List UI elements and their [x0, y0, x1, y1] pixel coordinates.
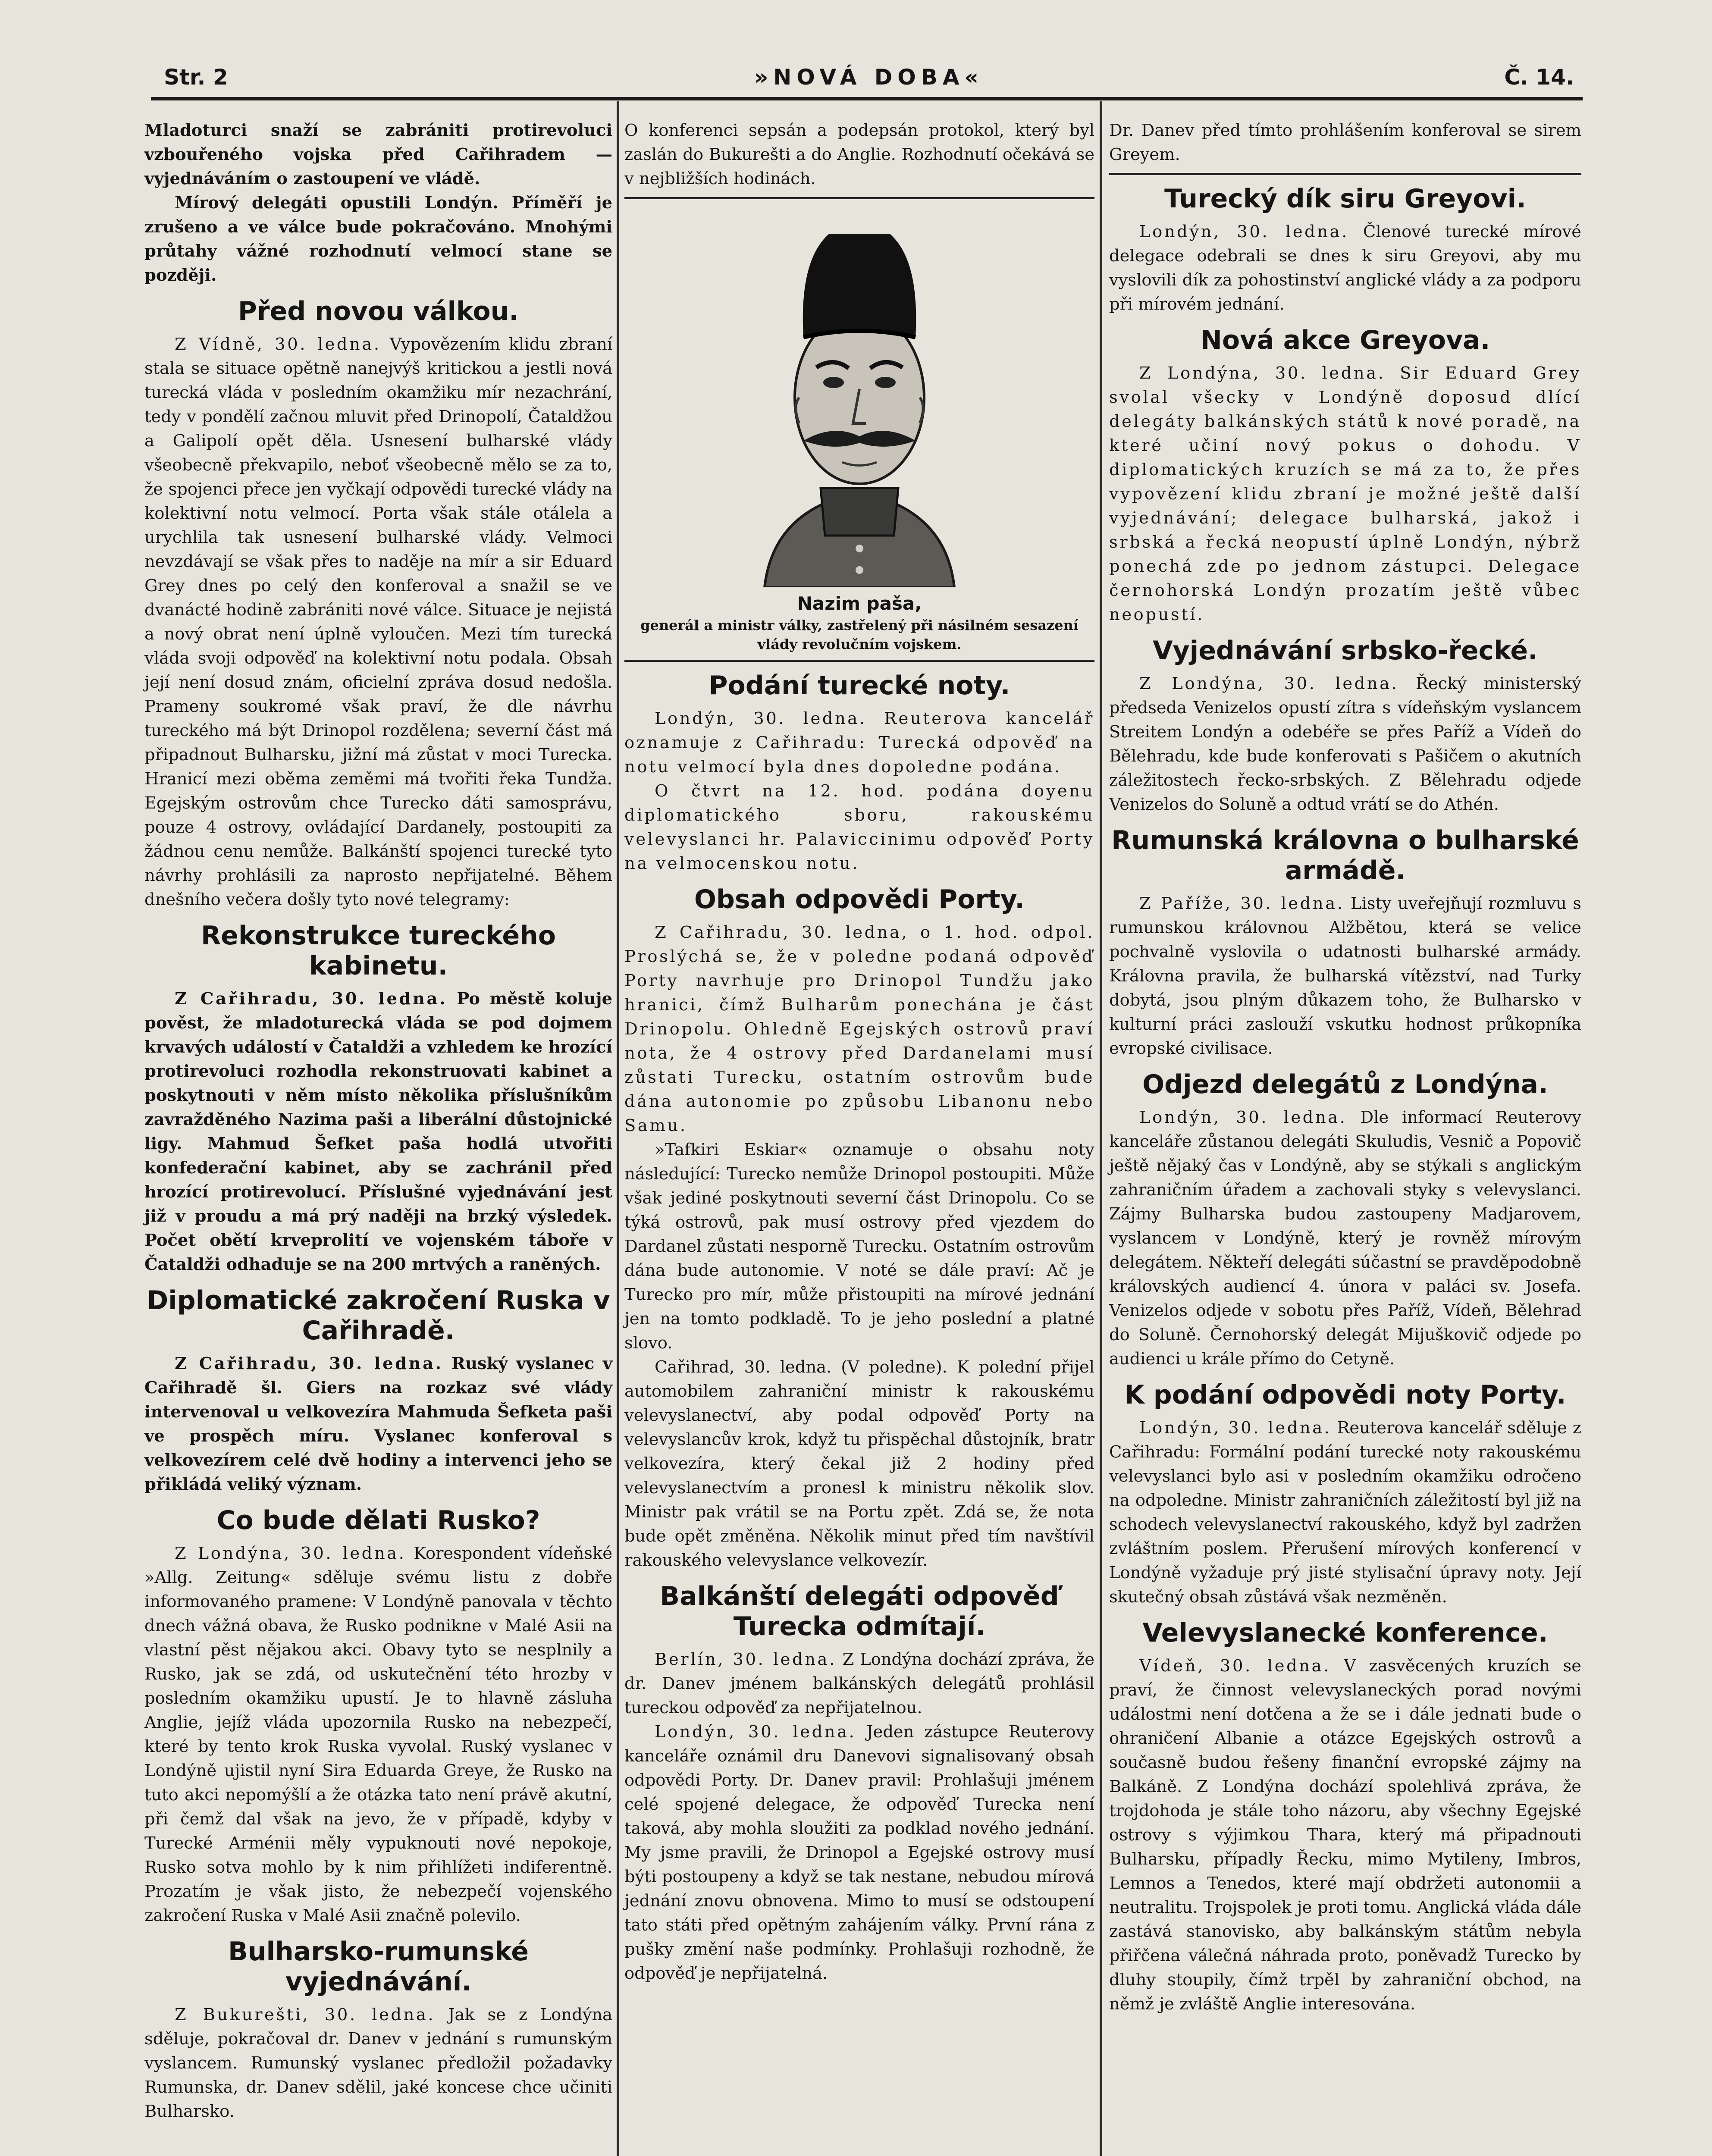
- dateline: Berlín, 30. ledna.: [655, 1650, 837, 1669]
- article-body: Z Paříže, 30. ledna. Listy uveřejňují rozmluvu s rumunskou královnou Alžbětou, která se velice pochvalně vyslovila o udatnosti bulharské armády. Královna pravila, že bulharská vítězství, nad Turky dobytá, jsou plným důkazem toho, že Bulharsko v kulturní práci zaslouží vskutku hodnost průkopníka evropské civilisace.: [1109, 894, 1581, 1058]
- dateline: Z Bukurešti, 30. ledna.: [175, 2005, 436, 2024]
- section-rule: [1109, 173, 1581, 175]
- portrait-nazim-pasa: [739, 208, 980, 587]
- section-rule: [624, 197, 1094, 199]
- article-body: Berlín, 30. ledna. Z Londýna dochází zpráva, že dr. Danev jménem balkánských delegátů prohlásil tureckou odpověď za nepřijatelnou.: [624, 1650, 1094, 1717]
- portrait-illustration: [624, 208, 1094, 587]
- article-headline: Vyjednávání srbsko-řecké.: [1153, 636, 1538, 666]
- lead-paragraph: Mladoturci snaží se zabrániti protirevoluci vzbouřeného vojska před Cařihradem — vyjednáváním o zastoupení ve vládě.: [144, 121, 612, 188]
- article-headline: Turecký dík siru Greyovi.: [1164, 184, 1526, 214]
- dateline: Z Cařihradu, 30. ledna.: [175, 989, 447, 1009]
- portrait-caption-name: Nazim paša,: [797, 593, 922, 614]
- page-number: Str. 2: [164, 65, 228, 90]
- dateline: Vídeň, 30. ledna.: [1139, 1656, 1331, 1676]
- dateline: Z Cařihradu, 30. ledna.: [175, 1354, 443, 1373]
- article-body: Z Bukurešti, 30. ledna. Jak se z Londýna sděluje, pokračoval dr. Danev v jednání s rumunským vyslancem. Rumunský vyslanec předložil požadavky Rumunska, dr. Danev sdělil, jaké koncese chce učiniti Bulharsko.: [144, 2005, 612, 2121]
- article-body: Vídeň, 30. ledna. V zasvěcených kruzích se praví, že činnost velevyslaneckých porad novými událostmi není dotčena a že se i dále jednati bude o ohraničení Albanie a otázce Egejských ostrovů a současně budou řešeny finanční evropské zájmy na Balkáně. Z Londýna dochází spolehlivá zpráva, že trojdohoda je stále toho názoru, aby všechny Egejské ostrovy s výjimkou Thara, který má připadnouti Bulharsku, případly Řecku, mimo Mytileny, Imbros, Lemnos a Tenedos, které mají obdržeti autonomii a neutralitu. Trojspolek je proti tomu. Anglická vláda dále zastává stanovisko, aby balkánským státům nebyla přiřčena válečná náhrada proto, poněvadž Turecko by dluhy stoupily, čímž trpěl by zahraniční obchod, na němž je zvláště Anglie interesována.: [1109, 1656, 1581, 2014]
- dateline: Z Londýna, 30. ledna.: [1139, 674, 1399, 693]
- lead-paragraph: Mírový delegáti opustili Londýn. Příměří je zrušeno a ve válce bude pokračováno. Mnohými průtahy vážné rozhodnutí velmocí stane se později.: [144, 193, 612, 285]
- article-body: Z Londýna, 30. ledna. Sir Eduard Grey svolal všecky v Londýně doposud dlící delegáty balkánských států k nové poradě, na které učiní nový pokus o dohodu. V diplomatických kruzích se má za to, že přes vypovězení klidu zbraní je možné ještě další vyjednávání; delegace bulharská, jakož i srbská a řecká neopustí úplně Londýn, nýbrž ponechá zde po jednom zástupci. Delegace černohorská Londýn prozatím ještě vůbec neopustí.: [1109, 364, 1581, 624]
- column-3: [1109, 119, 1581, 2016]
- article-headline: Diplomatické zakročení Ruska v Cařihradě.: [147, 1285, 610, 1346]
- article-headline: Odjezd delegátů z Londýna.: [1142, 1069, 1548, 1100]
- article-headline: K podání odpovědi noty Porty.: [1124, 1380, 1566, 1410]
- article-body: Londýn, 30. ledna. Reuterova kancelář sděluje z Cařihradu: Formální podání turecké noty rakouskému velevyslanci bylo asi v posledním okamžiku odročeno na odpoledne. Ministr zahraničních záležitostí byl již na schodech velevyslanectví rakouského, když byl zadržen zvláštním poslem. Přerušení mírových konferencí v Londýně vyžaduje prý jisté stylisační úpravy noty. Její skutečný obsah zůstává však nezměněn.: [1109, 1418, 1581, 1607]
- article-headline: Rumunská královna o bulharské armádě.: [1111, 825, 1579, 886]
- header-rule: [151, 97, 1583, 100]
- issue-number: Č. 14.: [1504, 65, 1574, 90]
- article-continuation: O konferenci sepsán a podepsán protokol, který byl zaslán do Bukurešti a do Anglie. Rozhodnutí očekává se v nejbližších hodinách.: [624, 121, 1094, 188]
- column-divider: [1100, 101, 1102, 2156]
- article-body: Z Cařihradu, 30. ledna. Ruský vyslanec v Cařihradě šl. Giers na rozkaz své vlády intervenoval u velkovezíra Mahmuda Šefketa paši ve prospěch míru. Vyslanec konferoval s velkovezírem celé dvě hodiny a intervenci jeho se přikládá veliký význam.: [144, 1354, 613, 1494]
- dateline: Z Vídně, 30. ledna.: [175, 335, 381, 354]
- dateline: Londýn, 30. ledna.: [655, 1722, 856, 1742]
- dateline: Cařihrad, 30. ledna.: [655, 1357, 832, 1377]
- article-body: Londýn, 30. ledna. Reuterova kancelář oznamuje z Cařihradu: Turecká odpověď na notu velmocí byla dnes dopoledne podána.: [624, 709, 1094, 777]
- dateline: Z Cařihradu, 30. ledna,: [655, 923, 909, 942]
- article-continuation: Dr. Danev před tímto prohlášením konferoval se sirem Greyem.: [1109, 121, 1581, 164]
- article-body: Z Londýna, 30. ledna. Řecký ministerský předseda Venizelos opustí zítra s vídeňským vyslancem Streitem Londýn a odebéře se přes Paříž a Vídeň do Bělehradu, kde bude konferovati s Pašičem o akutních záležitostech řecko-srbských. Z Bělehradu odjede Venizelos do Soluně a odtud vrátí se do Athén.: [1109, 674, 1581, 814]
- dateline: Z Londýna, 30. ledna.: [1139, 364, 1386, 383]
- article-body: Z Londýna, 30. ledna. Korespondent vídeňské »Allg. Zeitung« sděluje svému listu z dobře informovaného pramene: V Londýně panovala v těchto dnech vážná obava, že Rusko podnikne v Malé Asii na vlastní pěst nějakou akci. Obavy tyto se nesplnily a Rusko, jak se zdá, od uskutečnění této hrozby v posledním okamžiku upustí. Je to hlavně zásluha Anglie, jejíž vláda upozornila Rusko na nebezpečí, které by tento krok Ruska vyvolal. Ruský vyslanec v Londýně ujistil nyní Sira Eduarda Greye, že Rusko na tuto akci nepomýšlí a že otázka tato není právě akutní, při čemž dal však na jevo, že v případě, kdyby v Turecké Arménii měly vypuknouti nové nepokoje, Rusko sotva mohlo by k nim přihlížeti indiferentně. Prozatím je však jisto, že nebezpečí vojenského zakročení Ruska v Malé Asii značně polevilo.: [144, 1544, 612, 1925]
- portrait-caption: generál a ministr války, zastřelený při násilném sesazení vlády revolučním vojskem.: [640, 617, 1079, 652]
- article-body: Londýn, 30. ledna. Členové turecké mírové delegace odebrali se dnes k siru Greyovi, aby mu vyslovili dík za pohostinství anglické vlády a za podporu při mírovém jednání.: [1109, 222, 1581, 314]
- dateline: Londýn, 30. ledna.: [1139, 1108, 1347, 1127]
- article-body: »Tafkiri Eskiar« oznamuje o obsahu noty následující: Turecko nemůže Drinopol postoupiti. Může však jediné poskytnouti severní část Drinopolu. Co se týká ostrovů, pak musí ostrovy před vjezdem do Dardanel zůstati nesporně Turecku. Ostatním ostrovům dána bude autonomie. V noté se dále praví: Ač je Turecko pro mír, může přistoupiti na mírové jednání jen na tomto podkladě. To je jeho poslední a platné slovo.: [624, 1140, 1094, 1353]
- article-headline: Bulharsko-rumunské vyjednávání.: [228, 1937, 529, 1997]
- article-body: Z Vídně, 30. ledna. Vypovězením klidu zbraní stala se situace opětně nanejvýš kritickou a jestli nová turecká vláda v posledním okamžiku mír nezachrání, tedy v pondělí začnou mluvit před Drinopolí, Čataldžou a Galipolí opět děla. Usnesení bulharské vlády všeobecně překvapilo, neboť všeobecně mělo se za to, že spojenci přece jen vyčkají odpovědi turecké vlády na kolektivní notu velmocí. Porta však stále otálela a urychlila tak usnesení bulharské vlády. Velmoci nevzdávají se však přes to naděje na mír a sir Eduard Grey dnes po celý den konferoval a snažil se ve dvanácté hodině zabrániti nové válce. Situace je nejistá a nový obrat není úplně vyloučen. Mezi tím turecká vláda svoji odpověď na kolektivní notu podala. Obsah její není dosud znám, oficielní zpráva dosud nedošla. Prameny soukromé však praví, že dle návrhu tureckého má být Drinopol rozdělena; severní část má připadnout Bulharsku, jižní má zůstat v moci Turecka. Hranicí mezi oběma zeměmi má tvořiti řeka Tundža. Egejským ostrovům chce Turecko dáti samosprávu, pouze 4 ostrovy, ovládající Dardanely, postoupiti za žádnou cenu nemůže. Balkánští spojenci turecké tyto návrhy prohlásili za naprosto nepřijatelné. Během dnešního večera došly tyto nové telegramy:: [144, 335, 612, 909]
- article-headline: Co bude dělati Rusko?: [216, 1505, 540, 1536]
- article-headline: Před novou válkou.: [238, 296, 519, 326]
- newspaper-title: »NOVÁ DOBA«: [754, 65, 984, 90]
- dateline: Londýn, 30. ledna.: [655, 709, 867, 728]
- masthead: [164, 65, 1574, 95]
- article-body: O čtvrt na 12. hod. podána doyenu diplomatického sboru, rakouskému velevyslanci hr. Palaviccinimu odpověď Porty na velmocenskou notu.: [624, 781, 1094, 873]
- article-body: Cařihrad, 30. ledna. (V poledne). K polední přijel automobilem zahraniční ministr k rakouskému velevyslanectví, aby podal odpověď Porty na velevyslancův krok, když tu přispěchal důstojník, bratr velkovezíra, který čekal již 2 hodiny před velevyslanectvím a pronesl k ministru několik slov. Ministr pak vrátil se na Portu zpět. Zdá se, že nota bude opět změněna. Několik minut před tím navštívil rakouského velevyslance velkovezír.: [624, 1357, 1094, 1570]
- article-body: Z Cařihradu, 30. ledna. Po městě koluje pověst, že mladoturecká vláda se pod dojmem krvavých událostí v Čataldži a vzhledem ke hrozící protirevoluci rozhodla rekonstruovati kabinet a poskytnouti v něm místo několika příslušníkům zavražděného Nazima paši a liberální důstojnické ligy. Mahmud Šefket paša hodlá utvořiti konfederační kabinet, aby se zachránil před hrozící protirevolucí. Příslušné vyjednávání jest již v proudu a má prý naději na brzký výsledek. Počet obětí krveprolití ve vojenském táboře v Čataldži odhaduje se na 200 mrtvých a raněných.: [144, 989, 612, 1274]
- column-1: [144, 119, 612, 2124]
- article-body: Z Cařihradu, 30. ledna, o 1. hod. odpol. Proslýchá se, že v poledne podaná odpověď Porty navrhuje pro Drinopol Tundžu jako hranici, čímž Bulharům ponechána je část Drinopolu. Ohledně Egejských ostrovů praví nota, že 4 ostrovy před Dardanelami musí zůstati Turecku, ostatním ostrovům bude dána autonomie po způsobu Libanonu nebo Samu.: [624, 923, 1094, 1135]
- column-2: [624, 119, 1094, 1986]
- article-body: Londýn, 30. ledna. Jeden zástupce Reuterovy kanceláře oznámil dru Danevovi signalisovaný obsah odpovědi Porty. Dr. Danev pravil: Prohlašuji jménem celé spojené delegace, že odpověď Turecka není taková, aby mohla sloužiti za podklad nového jednání. My jsme pravili, že Drinopol a Egejské ostrovy musí býti postoupeny a když se tak nestane, nebudou mírová jednání znovu obnovena. Mimo to musí se odstoupení tato státi před opětným zahájením války. První rána z pušky změní naše podmínky. Prohlašuji rozhodně, že odpověď je nepřijatelná.: [624, 1722, 1094, 1983]
- article-headline: Obsah odpovědi Porty.: [694, 884, 1025, 915]
- article-headline: Velevyslanecké konference.: [1142, 1618, 1548, 1648]
- dateline: Londýn, 30. ledna.: [1139, 1418, 1332, 1438]
- article-headline: Balkánští delegáti odpověď Turecka odmítají.: [660, 1581, 1059, 1642]
- article-headline: Podání turecké noty.: [709, 671, 1010, 701]
- article-headline: Nová akce Greyova.: [1200, 325, 1490, 355]
- section-rule: [624, 660, 1094, 662]
- dateline: Londýn, 30. ledna.: [1139, 222, 1349, 241]
- article-body: Londýn, 30. ledna. Dle informací Reuterovy kanceláře zůstanou delegáti Skuludis, Vesnič a Popovič ještě nějaký čas v Londýně, aby se stýkali s anglickým zahraničním úřadem a zachovali styky s velevyslanci. Zájmy Bulharska budou zastoupeny Madjarovem, vyslancem v Londýně, který je rovněž mírovým delegátem. Někteří delegáti súčastní se pravděpodobně královských audiencí 4. února v paláci sv. Josefa. Venizelos odjede v sobotu přes Paříž, Vídeň, Bělehrad do Soluně. Černohorský delegát Mijuškovič odjede po audienci u krále přímo do Cetyně.: [1109, 1108, 1581, 1369]
- column-divider: [617, 101, 619, 2156]
- dateline: Z Paříže, 30. ledna.: [1139, 894, 1345, 913]
- dateline: Z Londýna, 30. ledna.: [175, 1544, 406, 1563]
- article-headline: Rekonstrukce tureckého kabinetu.: [201, 921, 556, 981]
